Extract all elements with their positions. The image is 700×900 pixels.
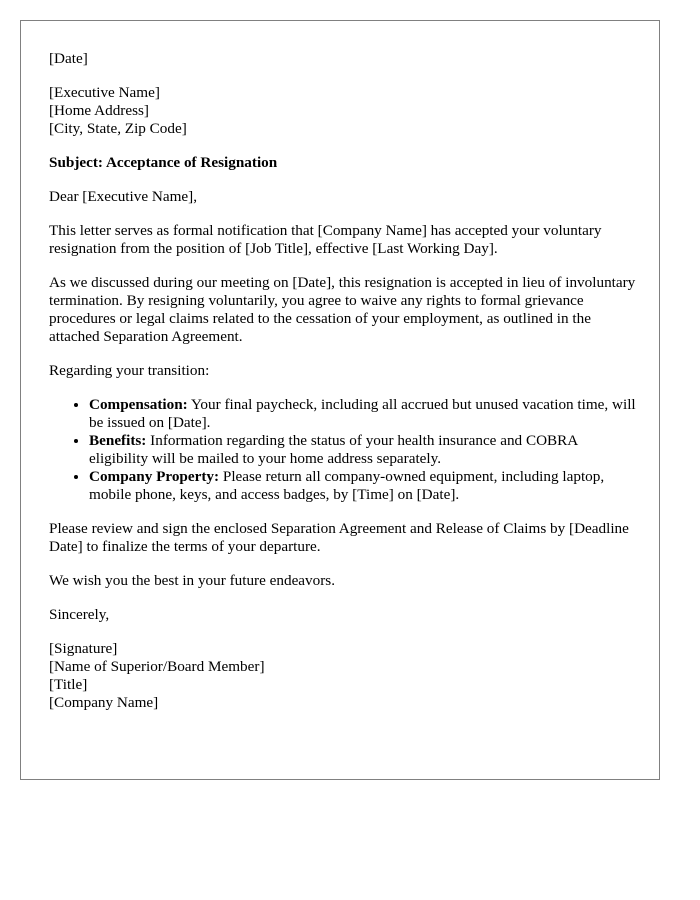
paragraph-review-sign: Please review and sign the enclosed Separation Agreement and Release of Claims by [Deadline Date] to finalize the terms of your departure. [49, 520, 629, 555]
signer-company: [Company Name] [49, 694, 159, 711]
signature-block [49, 640, 639, 712]
list-item-compensation [89, 396, 639, 432]
signature-line: [Signature] [49, 640, 118, 657]
letter-subject: Subject: Acceptance of Resignation [49, 154, 278, 171]
paragraph-acceptance: This letter serves as formal notification that [Company Name] has accepted your voluntary resignation from the position of [Job Title], effective [Last Working Day]. [49, 222, 602, 257]
recipient-address: [Home Address] [49, 102, 149, 119]
salutation: Dear [Executive Name], [49, 188, 197, 205]
transition-list [49, 396, 639, 504]
paragraph-best-wishes: We wish you the best in your future endeavors. [49, 572, 336, 589]
letter-page [20, 20, 660, 780]
list-item-title: Compensation: [89, 396, 188, 413]
list-item-company-property [89, 468, 639, 504]
recipient-address-block [49, 84, 639, 138]
signer-title: [Title] [49, 676, 88, 693]
signer-name: [Name of Superior/Board Member] [49, 658, 265, 675]
list-item-title: Company Property: [89, 468, 220, 485]
letter-date: [Date] [49, 50, 88, 67]
closing: Sincerely, [49, 606, 110, 623]
recipient-name: [Executive Name] [49, 84, 160, 101]
list-item-text: Information regarding the status of your health insurance and COBRA eligibility will be mailed to your home address separately. [89, 432, 578, 467]
transition-intro: Regarding your transition: [49, 362, 210, 379]
list-item-text: Please return all company-owned equipment, including laptop, mobile phone, keys, and access badges, by [Time] on [Date]. [89, 468, 605, 503]
list-item-text: Your final paycheck, including all accrued but unused vacation time, will be issued on [Date]. [89, 396, 636, 431]
list-item-benefits [89, 432, 639, 468]
recipient-city-state-zip: [City, State, Zip Code] [49, 120, 187, 137]
paragraph-terms: As we discussed during our meeting on [Date], this resignation is accepted in lieu of involuntary termination. By resigning voluntarily, you agree to waive any rights to formal grievance procedures or legal claims related to the cessation of your employment, as outlined in the attached Separation Agreement. [49, 274, 636, 345]
list-item-title: Benefits: [89, 432, 147, 449]
